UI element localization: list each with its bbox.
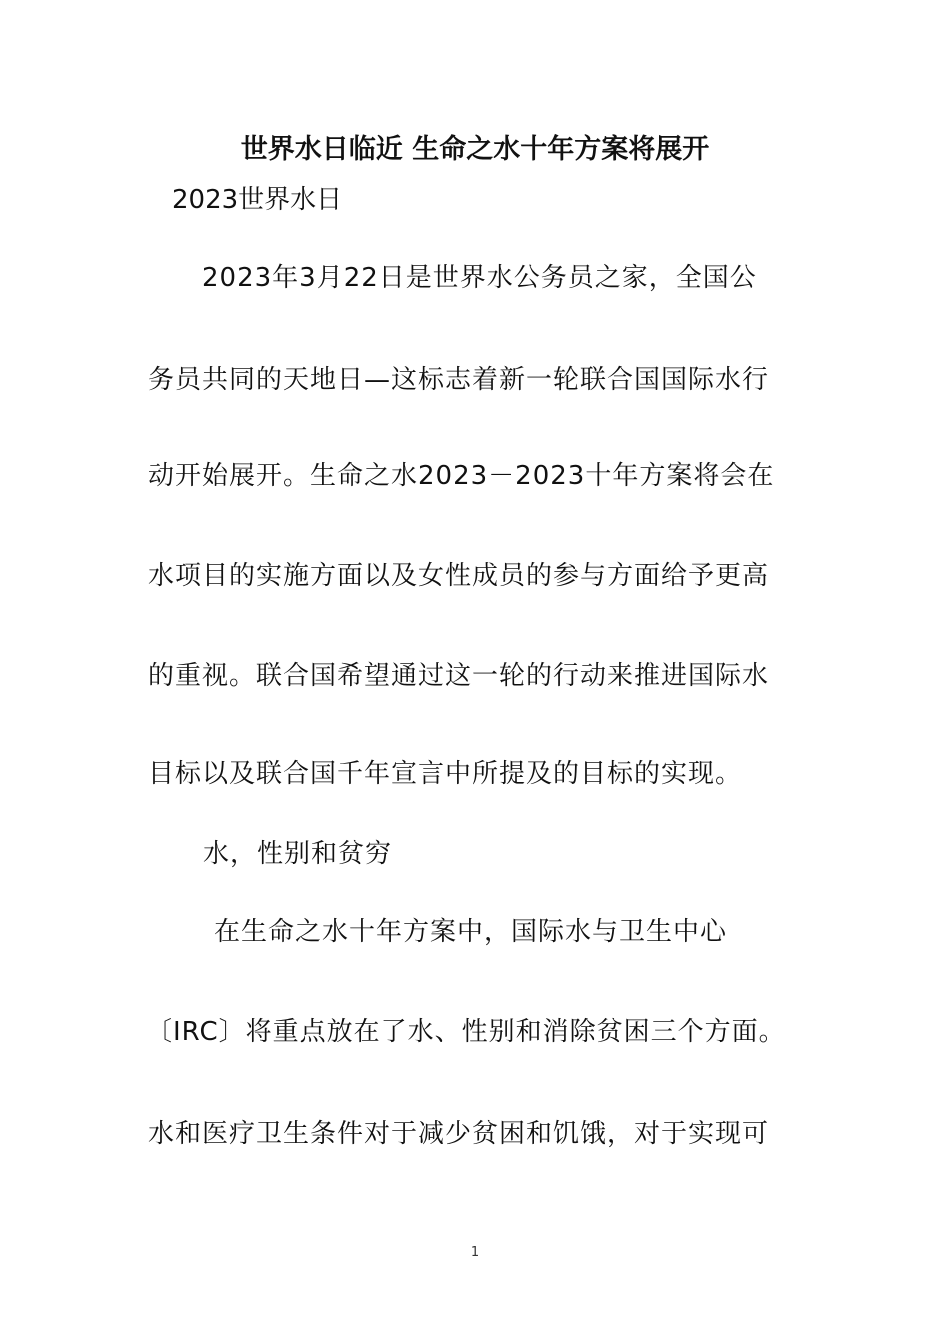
paragraph-line: 的重视。联合国希望通过这一轮的行动来推进国际水 — [148, 661, 770, 691]
paragraph-line: 务员共同的天地日—这标志着新一轮联合国国际水行 — [148, 365, 770, 395]
paragraph-line: 〔IRC〕将重点放在了水、性别和消除贫困三个方面。 — [146, 1017, 786, 1047]
section-heading: 水，性别和贫穷 — [203, 839, 393, 869]
document-title: 世界水日临近 生命之水十年方案将展开 — [240, 134, 710, 165]
paragraph-line: 动开始展开。生命之水2023－2023十年方案将会在 — [148, 461, 775, 491]
paragraph-line: 水项目的实施方面以及女性成员的参与方面给予更高 — [148, 561, 770, 591]
paragraph-line: 水和医疗卫生条件对于减少贫困和饥饿，对于实现可 — [148, 1119, 770, 1149]
paragraph-line: 在生命之水十年方案中，国际水与卫生中心 — [214, 917, 728, 947]
paragraph-line: 2023年3月22日是世界水公务员之家，全国公 — [202, 263, 757, 293]
document-subtitle: 2023世界水日 — [172, 185, 343, 215]
page-number: 1 — [470, 1245, 480, 1260]
paragraph-line: 目标以及联合国千年宣言中所提及的目标的实现。 — [148, 759, 743, 789]
